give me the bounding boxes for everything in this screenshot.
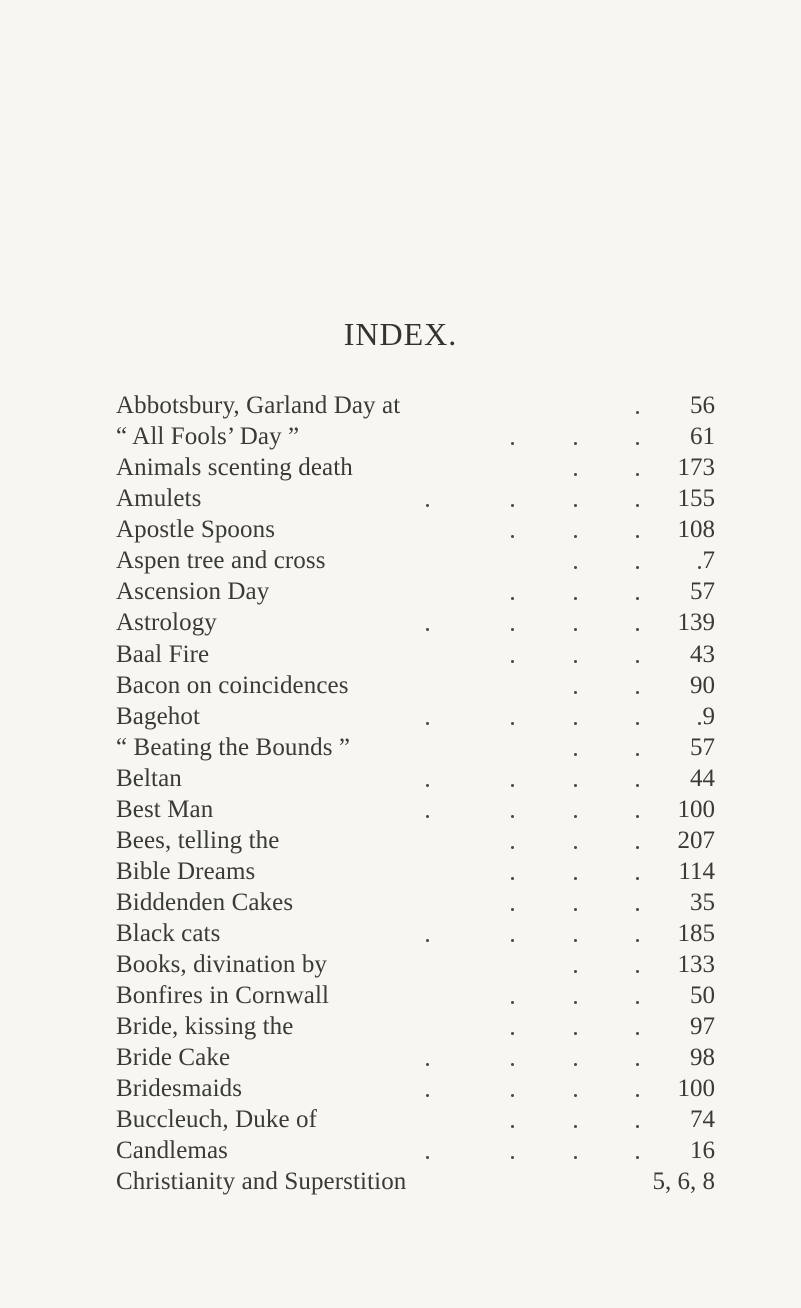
- leader-dot: [574, 784, 577, 787]
- leader-dot: [574, 877, 577, 880]
- leader-dot: [426, 784, 429, 787]
- index-entry: [0, 1166, 801, 1197]
- leader-dot: [574, 753, 577, 756]
- leader-dot: [574, 597, 577, 600]
- leader-dot: [574, 504, 577, 507]
- leader-dot: [636, 1156, 639, 1159]
- leader-dot: [636, 504, 639, 507]
- leader-dot: [698, 566, 701, 569]
- leader-dot: [511, 660, 514, 663]
- leader-dots: [0, 980, 801, 1011]
- leader-dot: [574, 970, 577, 973]
- leader-dot: [511, 597, 514, 600]
- index-term: Astrology: [116, 609, 217, 636]
- leader-dot: [511, 908, 514, 911]
- index-term: Bacon on coincidences: [116, 672, 349, 699]
- leader-dot: [574, 846, 577, 849]
- index-term: Amulets: [116, 485, 202, 512]
- leader-dot: [511, 1063, 514, 1066]
- page-number: 61: [690, 423, 715, 450]
- leader-dots: [0, 887, 801, 918]
- leader-dot: [426, 1063, 429, 1066]
- leader-dot: [636, 411, 639, 414]
- index-entry: [0, 732, 801, 763]
- leader-dot: [511, 1125, 514, 1128]
- leader-dot: [574, 535, 577, 538]
- page-number: 173: [677, 454, 715, 481]
- index-term: Candlemas: [116, 1137, 228, 1164]
- leader-dot: [636, 815, 639, 818]
- leader-dots: [0, 732, 801, 763]
- page-number: 155: [677, 485, 715, 512]
- index-term: Bible Dreams: [116, 858, 256, 885]
- leader-dots: [0, 763, 801, 794]
- index-term: Black cats: [116, 920, 221, 947]
- index-entry: [0, 887, 801, 918]
- page-number: 114: [678, 858, 715, 885]
- leader-dot: [511, 442, 514, 445]
- index-entry: [0, 980, 801, 1011]
- page-number: 97: [690, 1013, 715, 1040]
- leader-dot: [636, 908, 639, 911]
- leader-dot: [636, 473, 639, 476]
- index-entry: [0, 794, 801, 825]
- page-number: 185: [677, 920, 715, 947]
- leader-dot: [636, 846, 639, 849]
- leader-dot: [636, 877, 639, 880]
- leader-dots: [0, 701, 801, 732]
- leader-dot: [574, 1001, 577, 1004]
- leader-dot: [636, 1094, 639, 1097]
- index-entry: [0, 1104, 801, 1135]
- index-entry: [0, 856, 801, 887]
- leader-dot: [511, 722, 514, 725]
- leader-dot: [636, 722, 639, 725]
- index-term: Bees, telling the: [116, 827, 280, 854]
- leader-dot: [426, 504, 429, 507]
- index-term: “ Beating the Bounds ”: [116, 734, 351, 761]
- index-term: Bride Cake: [116, 1044, 231, 1071]
- leader-dot: [426, 628, 429, 631]
- leader-dot: [574, 1156, 577, 1159]
- leader-dot: [636, 535, 639, 538]
- page-number: 56: [690, 392, 715, 419]
- leader-dot: [511, 1001, 514, 1004]
- page-number: 57: [690, 734, 715, 761]
- leader-dots: [0, 421, 801, 452]
- index-term: Bagehot: [116, 703, 201, 730]
- leader-dot: [574, 1125, 577, 1128]
- leader-dot: [574, 691, 577, 694]
- page-number: 108: [677, 516, 715, 543]
- leader-dot: [574, 722, 577, 725]
- index-entry: [0, 483, 801, 514]
- page-number: 44: [690, 765, 715, 792]
- leader-dot: [636, 784, 639, 787]
- page-number: 35: [690, 889, 715, 916]
- leader-dot: [574, 815, 577, 818]
- leader-dot: [636, 597, 639, 600]
- index-group-a: [0, 390, 801, 638]
- index-entry: [0, 918, 801, 949]
- leader-dot: [574, 628, 577, 631]
- leader-dot: [636, 691, 639, 694]
- leader-dot: [511, 815, 514, 818]
- leader-dots: [0, 576, 801, 607]
- index-term: Animals scenting death: [116, 454, 353, 481]
- index-entry: [0, 1135, 801, 1166]
- index-entry: [0, 1042, 801, 1073]
- leader-dot: [511, 939, 514, 942]
- page-number: 5, 6, 8: [652, 1168, 715, 1195]
- leader-dot: [426, 722, 429, 725]
- index-term: “ All Fools’ Day ”: [116, 423, 300, 450]
- leader-dot: [511, 1094, 514, 1097]
- index-entry: [0, 452, 801, 483]
- page-number: 100: [677, 796, 715, 823]
- index-group-b: [0, 639, 801, 1197]
- page-number: 98: [690, 1044, 715, 1071]
- leader-dot: [511, 504, 514, 507]
- leader-dot: [574, 566, 577, 569]
- leader-dots: [0, 390, 801, 421]
- leader-dot: [511, 877, 514, 880]
- index-entry: [0, 949, 801, 980]
- leader-dot: [426, 1094, 429, 1097]
- leader-dot: [511, 628, 514, 631]
- leader-dots: [0, 1042, 801, 1073]
- index-term: Books, divination by: [116, 951, 328, 978]
- index-entry: [0, 1011, 801, 1042]
- index-entry: [0, 670, 801, 701]
- leader-dot: [636, 970, 639, 973]
- leader-dot: [636, 1032, 639, 1035]
- leader-dot: [426, 1156, 429, 1159]
- index-heading: INDEX.: [343, 316, 458, 352]
- index-term: Abbotsbury, Garland Day at: [116, 392, 401, 419]
- page-number: 43: [690, 641, 715, 668]
- page-number: 207: [677, 827, 715, 854]
- page-number: 133: [677, 951, 715, 978]
- index-term: Biddenden Cakes: [116, 889, 294, 916]
- leader-dot: [511, 1156, 514, 1159]
- index-entry: [0, 421, 801, 452]
- index-entry: [0, 576, 801, 607]
- index-term: Buccleuch, Duke of: [116, 1106, 318, 1133]
- leader-dot: [511, 1032, 514, 1035]
- leader-dot: [636, 566, 639, 569]
- leader-dots: [0, 1011, 801, 1042]
- index-entry: [0, 639, 801, 670]
- index-term: Ascension Day: [116, 578, 270, 605]
- page-number: 9: [702, 703, 715, 730]
- index-term: Baal Fire: [116, 641, 210, 668]
- leader-dot: [636, 1001, 639, 1004]
- leader-dot: [574, 939, 577, 942]
- leader-dots: [0, 639, 801, 670]
- leader-dot: [574, 908, 577, 911]
- leader-dot: [636, 660, 639, 663]
- page-number: 74: [690, 1106, 715, 1133]
- leader-dot: [574, 1094, 577, 1097]
- leader-dot: [636, 753, 639, 756]
- index-term: Christianity and Superstition: [116, 1168, 407, 1195]
- leader-dot: [511, 846, 514, 849]
- leader-dot: [511, 784, 514, 787]
- leader-dot: [636, 1125, 639, 1128]
- index-term: Bridesmaids: [116, 1075, 243, 1102]
- index-term: Aspen tree and cross: [116, 547, 326, 574]
- leader-dot: [574, 442, 577, 445]
- page-number: 57: [690, 578, 715, 605]
- index-term: Beltan: [116, 765, 182, 792]
- leader-dots: [0, 1135, 801, 1166]
- leader-dot: [636, 628, 639, 631]
- leader-dot: [426, 815, 429, 818]
- index-entry: [0, 607, 801, 638]
- index-entry: [0, 825, 801, 856]
- leader-dot: [574, 660, 577, 663]
- page-number: 139: [677, 609, 715, 636]
- leader-dots: [0, 545, 801, 576]
- index-term: Apostle Spoons: [116, 516, 276, 543]
- index-entry: [0, 545, 801, 576]
- leader-dots: [0, 670, 801, 701]
- index-term: Bride, kissing the: [116, 1013, 294, 1040]
- index-entry: [0, 701, 801, 732]
- leader-dots: [0, 1104, 801, 1135]
- leader-dot: [426, 939, 429, 942]
- leader-dot: [574, 1032, 577, 1035]
- page-number: 16: [690, 1137, 715, 1164]
- leader-dot: [636, 442, 639, 445]
- index-entry: [0, 514, 801, 545]
- leader-dot: [636, 1063, 639, 1066]
- leader-dot: [574, 1063, 577, 1066]
- index-term: Best Man: [116, 796, 214, 823]
- leader-dot: [636, 939, 639, 942]
- index-entry: [0, 1073, 801, 1104]
- page-number: 100: [677, 1075, 715, 1102]
- index-entry: [0, 390, 801, 421]
- index-entry: [0, 763, 801, 794]
- page-number: 7: [702, 547, 715, 574]
- leader-dot: [574, 473, 577, 476]
- leader-dot: [698, 722, 701, 725]
- page-number: 50: [690, 982, 715, 1009]
- leader-dot: [511, 535, 514, 538]
- index-term: Bonfires in Cornwall: [116, 982, 330, 1009]
- page-number: 90: [690, 672, 715, 699]
